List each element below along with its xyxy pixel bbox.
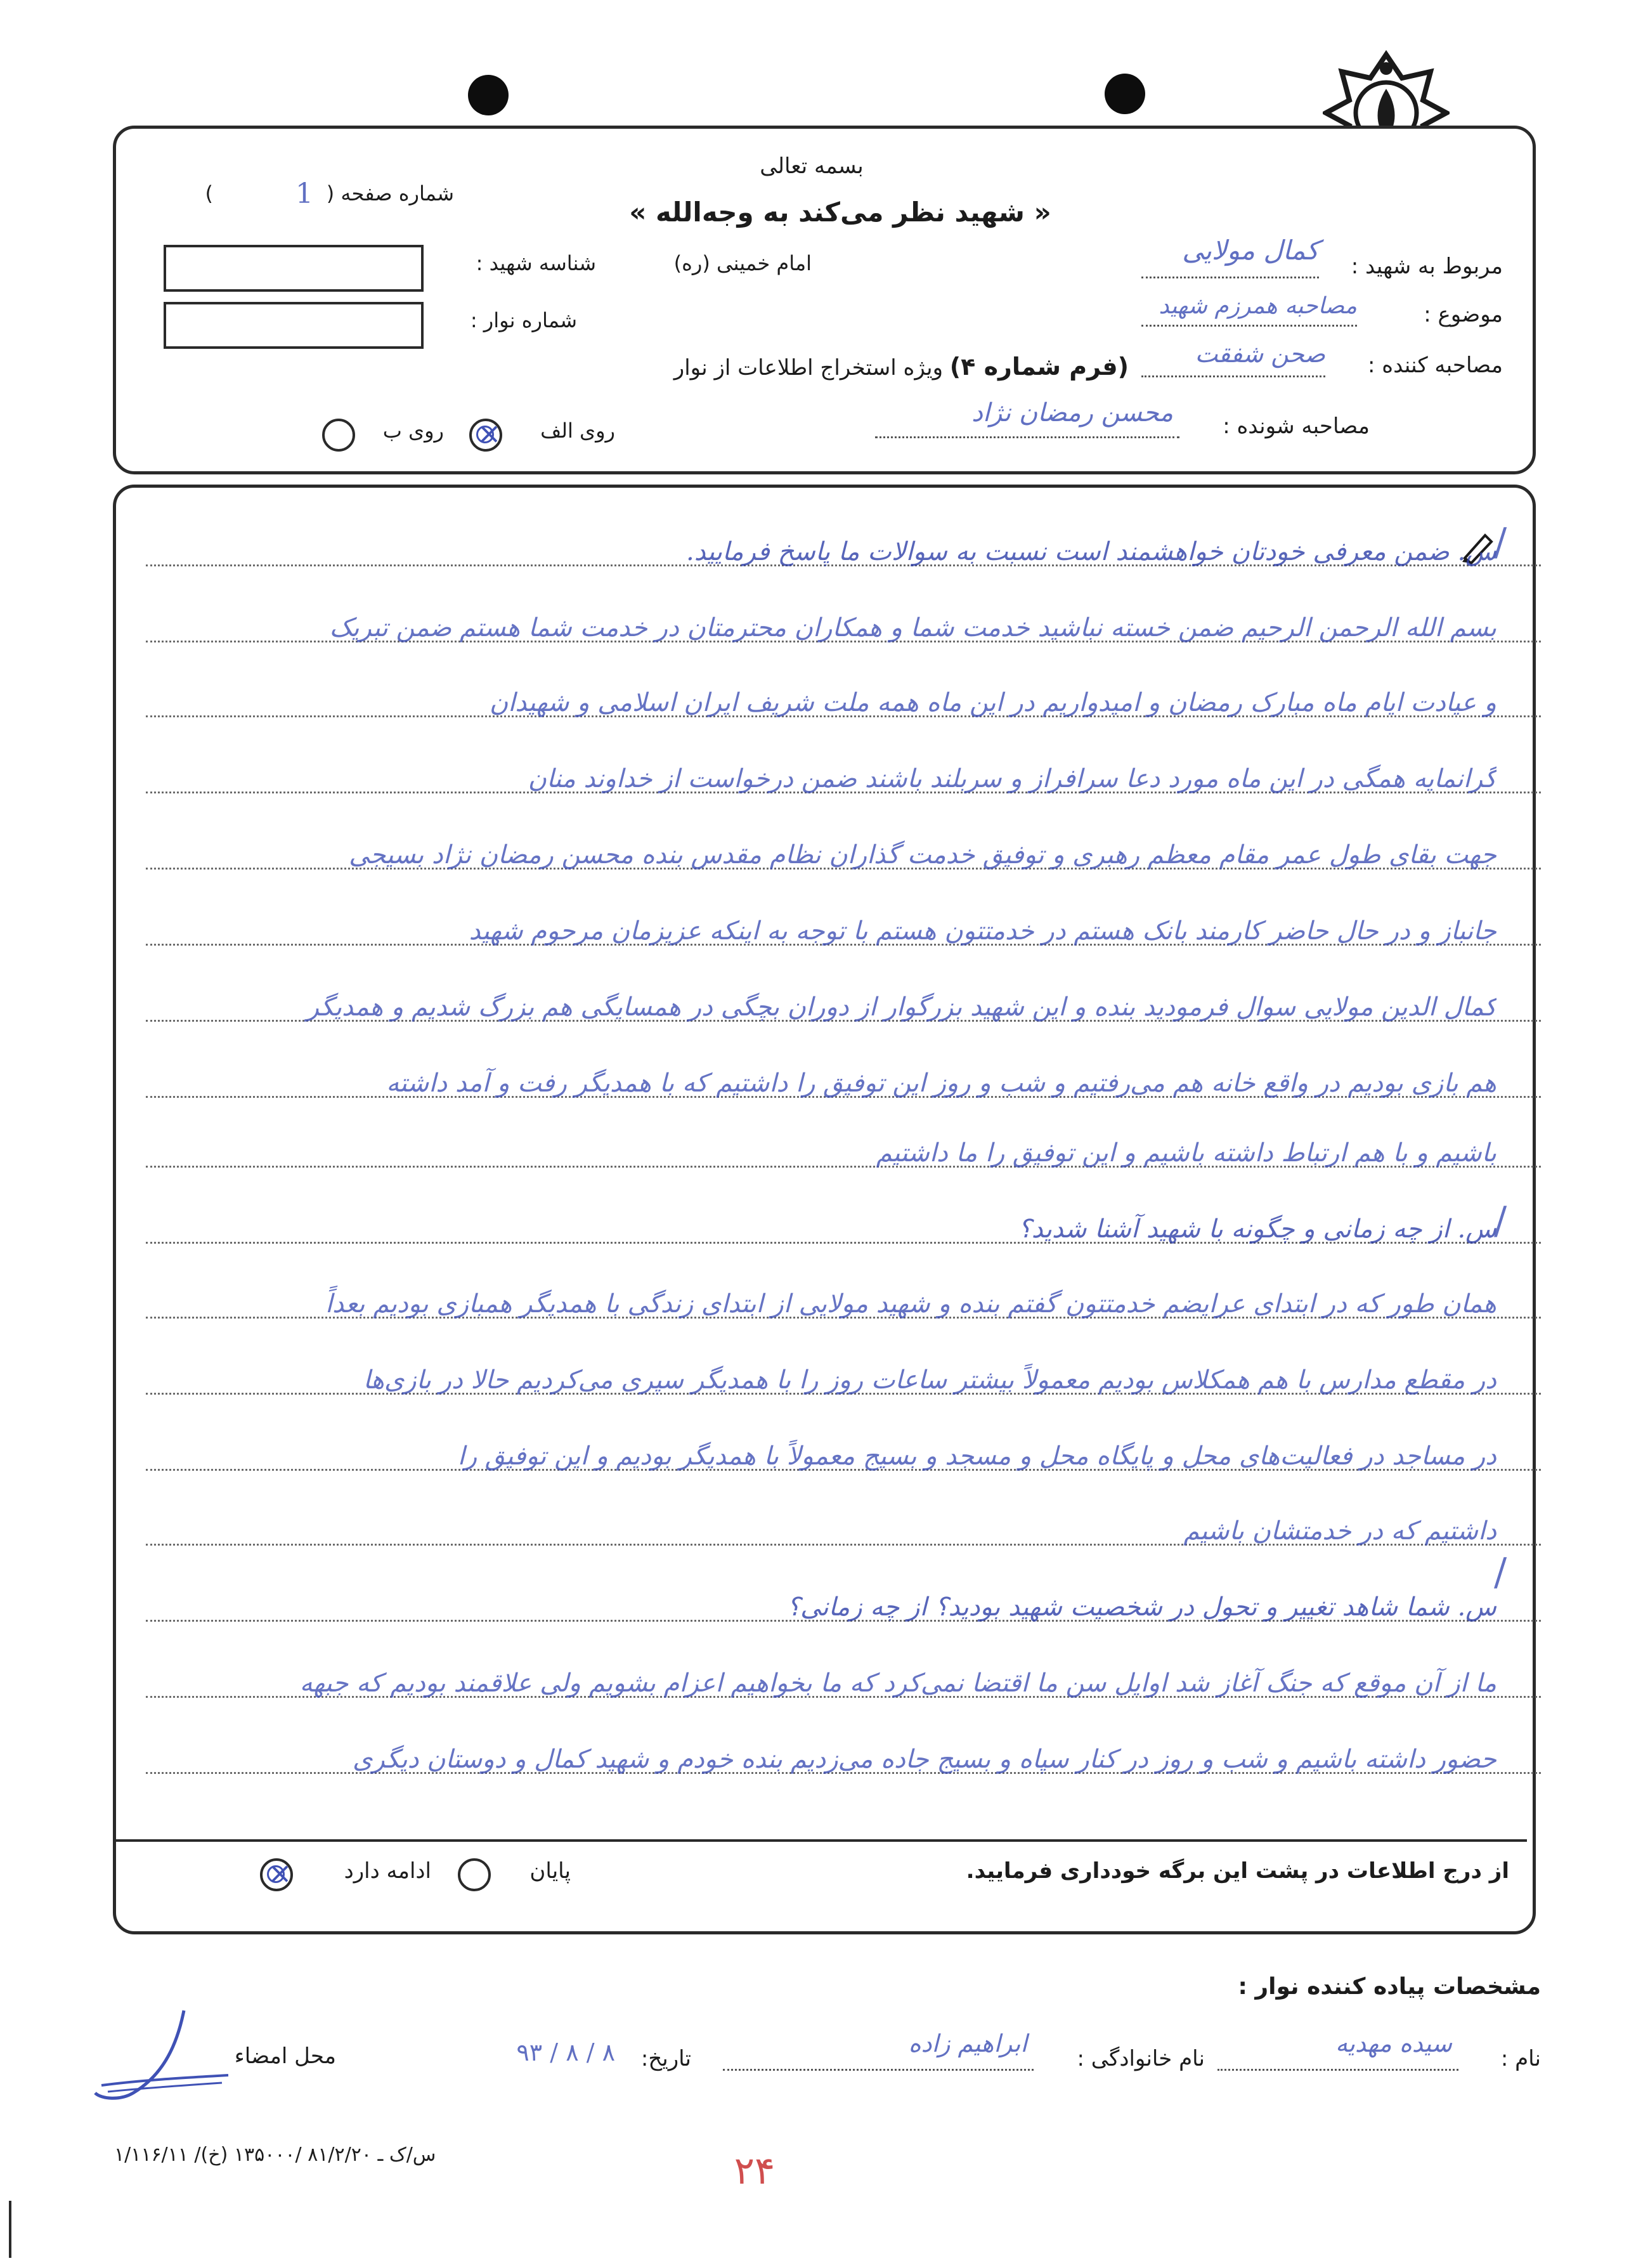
margin-mark: / [1494, 1199, 1507, 1243]
binder-hole-left [468, 75, 509, 115]
end-label: پایان [529, 1858, 571, 1884]
page-number-label: شماره صفحه ( [326, 181, 454, 205]
family-line [723, 2069, 1034, 2071]
martyr-line [1141, 277, 1319, 278]
transcript-answer: و عیادت ایام ماه مبارک رمضان و امیدواریم در این ماه همه ملت شریف ایران اسلامی و شهیدان [489, 688, 1496, 717]
form-description: ویژه استخراج اطلاعات از نوار [673, 355, 943, 381]
interviewee-label: مصاحبه شونده : [1223, 414, 1370, 439]
transcript-answer: ما از آن موقع که جنگ آغاز شد اوایل سن ما اقتضا نمی‌کرد که ما بخواهیم اعزام بشویم ولی علاقمند بودیم که جبهه [299, 1669, 1496, 1698]
transcript-answer: در مساجد در فعالیت‌های محل و پایگاه محل و مسجد و بسیج معمولاً با همدیگر بودیم و این توفیق را [457, 1442, 1496, 1471]
signature [89, 2004, 235, 2112]
continue-radio[interactable] [260, 1858, 293, 1891]
form-code: ۱/۱۱۶/۱۱ /س/ک ـ ۸۱/۲/۲۰ /۱۳۵۰۰۰ (خ) [114, 2144, 436, 2166]
transcript-question: س. شما شاهد تغییر و تحول در شخصیت شهید بودید؟ از چه زمانی؟ [786, 1593, 1496, 1622]
signature-scribble-icon [89, 2004, 235, 2112]
transcript-answer: هم بازی بودیم در واقع خانه هم می‌رفتیم و شب و روز این توفیق را داشتیم که با همدیگر رفت و آمد داشته [386, 1069, 1496, 1098]
page-mark: ۲۴ [734, 2149, 776, 2193]
name-line [1217, 2069, 1458, 2071]
family-label: نام خانوادگی : [1077, 2046, 1205, 2071]
transcript-answer: بسم الله الرحمن الرحیم ضمن خسته نباشید خدمت شما و همکاران محترمتان در خدمت شما هستم ضمن تبریک [329, 613, 1496, 642]
interviewer-label: مصاحبه کننده : [1368, 353, 1503, 378]
transcript-answer: در مقطع مدارس با هم همکلاس بودیم معمولاً بیشتر ساعات روز را با همدیگر سپری می‌کردیم حالا در بازی‌ها [363, 1365, 1496, 1395]
transcript-question: س. ضمن معرفی خودتان خواهشمند است نسبت به سوالات ما پاسخ فرمایید. [686, 537, 1496, 566]
subject-value: مصاحبه همرزم شهید [1159, 293, 1357, 319]
end-radio[interactable] [458, 1858, 491, 1891]
transcript-answer: جانباز و در حال حاضر کارمند بانک هستم در خدمتتون هستم با توجه به اینکه عزیزمان مرحوم شهید [469, 916, 1496, 946]
transcript-answer: گرانمایه همگی در این ماه مورد دعا سرافراز و سربلند باشند ضمن درخواست از خداوند منان [528, 764, 1496, 793]
side-b-radio[interactable] [322, 419, 355, 452]
tape-number-field[interactable] [164, 302, 424, 349]
page-number-value: 1 [295, 178, 313, 210]
subject-label: موضوع : [1424, 302, 1503, 327]
transcript-answer: جهت بقای طول عمر مقام معظم رهبری و توفیق خدمت گذاران نظام مقدس بنده محسن رمضان نژاد بسیجی [349, 840, 1496, 870]
transcript-answer: حضور داشته باشیم و شب و روز در کنار سپاه و بسیج جاده می‌زدیم بنده خودم و شهید کمال و دوستان دیگری [353, 1745, 1496, 1774]
subject-line [1141, 325, 1357, 327]
family-value: ابراهیم زاده [908, 2030, 1027, 2057]
interviewer-line [1141, 375, 1325, 377]
name-label: نام : [1500, 2046, 1541, 2071]
page-title: « شهید نظر می‌کند به وجه‌الله » [629, 197, 1051, 228]
margin-mark: / [1494, 1550, 1507, 1594]
page-number [188, 178, 454, 217]
transcript-answer: داشتیم که در خدمتشان باشیم [1183, 1516, 1496, 1546]
martyr-value: کمال مولایی [1182, 235, 1319, 266]
interviewee-value: محسن رمضان نژاد [971, 398, 1173, 427]
binder-hole-right [1105, 74, 1145, 114]
transcriber-heading: مشخصات پیاده کننده نوار : [1238, 1974, 1541, 2000]
page-number-close: ) [205, 181, 213, 205]
quote-author: امام خمینی (ره) [673, 251, 812, 275]
transcript-answer: همان طور که در ابتدای عرایضم خدمتتون گفتم بنده و شهید مولایی از ابتدای زندگی با همدیگر همبازی بودیم بعداً [325, 1289, 1496, 1319]
date-value: ۸ / ۸ / ۹۳ [516, 2038, 615, 2066]
footer-divider [115, 1839, 1527, 1842]
continue-label: ادامه دارد [344, 1858, 431, 1884]
side-a-radio[interactable] [469, 419, 502, 452]
tape-number-label: شماره نوار : [470, 308, 577, 332]
transcript-answer: کمال الدین مولایی سوال فرمودید بنده و این شهید بزرگوار از دوران بچگی در همسایگی هم بزرگ شدیم و همدیگر [306, 993, 1496, 1022]
interviewee-line [875, 436, 1179, 438]
interviewer-value: صحن شفقت [1195, 340, 1325, 368]
form-number: (فرم شماره ۴) [949, 353, 1129, 381]
martyr-label: مربوط به شهید : [1351, 254, 1503, 279]
side-b-label: روی ب [382, 419, 444, 443]
scan-edge-mark [0, 2201, 11, 2258]
transcript-answer: باشیم و با هم ارتباط داشته باشیم و این توفیق را ما داشتیم [876, 1138, 1496, 1168]
margin-mark: / [1494, 520, 1507, 564]
transcript-question: س. از چه زمانی و چگونه با شهید آشنا شدید؟ [1018, 1215, 1496, 1244]
martyr-id-field[interactable] [164, 245, 424, 292]
date-label: تاریخ: [640, 2046, 691, 2071]
form-line [558, 353, 1129, 381]
name-value: سیده مهدیه [1335, 2030, 1452, 2057]
side-a-label: روی الف [540, 419, 615, 443]
bismillah: بسمه تعالی [760, 153, 864, 179]
signature-label: محل امضاء [234, 2043, 336, 2069]
martyr-id-label: شناسه شهید : [476, 251, 596, 275]
back-page-warning: از درج اطلاعات در پشت این برگه خودداری فرمایید. [966, 1858, 1509, 1884]
